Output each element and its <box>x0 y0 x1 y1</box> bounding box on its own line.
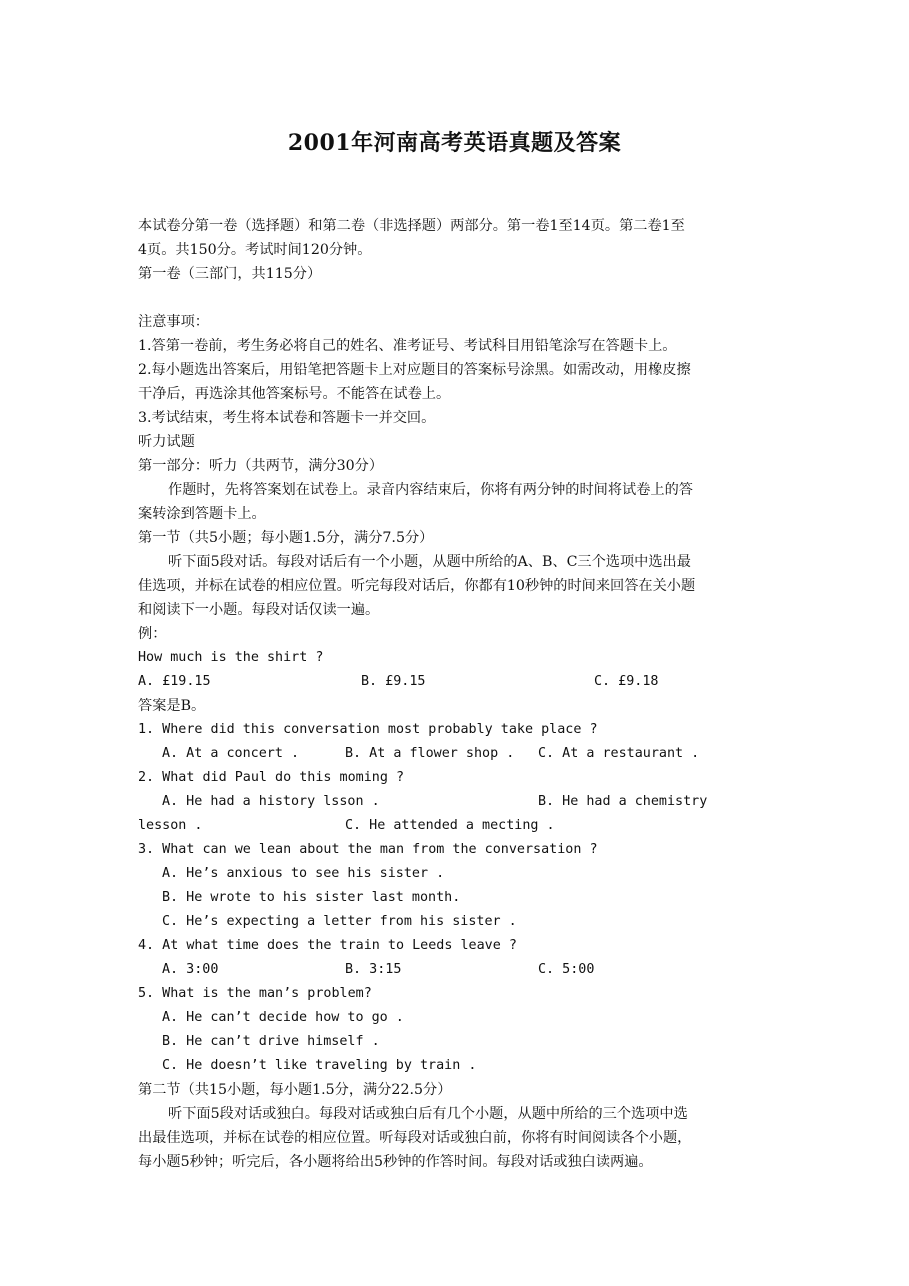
q2-option-c: C. He attended a mecting . <box>345 818 555 833</box>
section2-instr-b: 出最佳选项，并标在试卷的相应位置。听每段对话或独白前，你将有时间阅读各个小题， <box>138 1130 692 1146</box>
spacer <box>138 286 778 310</box>
document-title: 2001年河南高考英语真题及答案 <box>287 130 622 156</box>
q2-option-a: A. He had a history lsson . <box>162 794 380 809</box>
section2-instr-a: 听下面5段对话或独白。每段对话或独白后有几个小题，从题中所给的三个选项中选 <box>168 1106 688 1122</box>
q3-option-a: A. He’s anxious to see his sister . <box>162 866 445 881</box>
part1-instr-a: 作题时，先将答案划在试卷上。录音内容结束后，你将有两分钟的时间将试卷上的答 <box>168 482 693 498</box>
question-1-options <box>138 742 778 766</box>
question-5: 5. What is the man’s problem? <box>138 986 372 1001</box>
example-options <box>138 670 778 694</box>
listening-heading: 听力试题 <box>138 434 195 450</box>
example-label: 例： <box>138 626 167 642</box>
q4-option-b: B. 3:15 <box>345 962 402 977</box>
notice-item-1: 1.答第一卷前，考生务必将自己的姓名、准考证号、考试科目用铅笔涂写在答题卡上。 <box>138 338 677 354</box>
section1-heading: 第一节（共5小题；每小题1.5分，满分7.5分） <box>138 530 434 546</box>
intro-line-2: 4页。共150分。考试时间120分钟。 <box>138 242 372 258</box>
q1-option-b: B. At a flower shop . <box>345 746 515 761</box>
q1-option-a: A. At a concert . <box>162 746 300 761</box>
example-question: How much is the shirt ? <box>138 650 324 665</box>
q3-option-c: C. He’s expecting a letter from his sister . <box>162 914 517 929</box>
q5-option-a: A. He can’t decide how to go . <box>162 1010 404 1025</box>
notice-heading: 注意事项： <box>138 314 209 330</box>
q5-option-c: C. He doesn’t like traveling by train . <box>162 1058 477 1073</box>
q3-option-b: B. He wrote to his sister last month. <box>162 890 461 905</box>
part1-instr-b: 案转涂到答题卡上。 <box>138 506 266 522</box>
intro-line-1: 本试卷分第一卷（选择题）和第二卷（非选择题）两部分。第一卷1至14页。第二卷1至 <box>138 218 685 234</box>
q4-option-a: A. 3:00 <box>162 962 219 977</box>
question-2: 2. What did Paul do this moming ? <box>138 770 405 785</box>
q2-option-b: B. He had a chemistry <box>538 794 708 809</box>
question-2-options <box>138 790 778 814</box>
intro-line-3: 第一卷（三部门，共115分） <box>138 266 322 282</box>
section2-heading: 第二节（共15小题，每小题1.5分，满分22.5分） <box>138 1082 452 1098</box>
example-option-a: A. £19.15 <box>138 674 211 689</box>
example-option-c: C. £9.18 <box>594 674 659 689</box>
notice-item-2a: 2.每小题选出答案后，用铅笔把答题卡上对应题目的答案标号涂黑。如需改动，用橡皮擦 <box>138 362 691 378</box>
question-4-options <box>138 958 778 982</box>
section1-instr-a: 听下面5段对话。每段对话后有一个小题，从题中所给的A、B、C三个选项中选出最 <box>168 554 691 570</box>
notice-item-3: 3.考试结束，考生将本试卷和答题卡一并交回。 <box>138 410 436 426</box>
part1-heading: 第一部分：听力（共两节，满分30分） <box>138 458 384 474</box>
question-1: 1. Where did this conversation most probably take place ? <box>138 722 598 737</box>
q2-option-b-cont: lesson . <box>138 818 203 833</box>
document-body <box>138 214 778 1174</box>
question-3: 3. What can we lean about the man from the conversation ? <box>138 842 598 857</box>
q1-option-c: C. At a restaurant . <box>538 746 700 761</box>
example-answer: 答案是B。 <box>138 698 206 714</box>
question-2-options-cont <box>138 814 778 838</box>
section2-instr-c: 每小题5秒钟；听完后，各小题将给出5秒钟的作答时间。每段对话或独白读两遍。 <box>138 1154 653 1170</box>
question-4: 4. At what time does the train to Leeds leave ? <box>138 938 517 953</box>
notice-item-2b: 干净后，再选涂其他答案标号。不能答在试卷上。 <box>138 386 451 402</box>
section1-instr-c: 和阅读下一小题。每段对话仅读一遍。 <box>138 602 380 618</box>
q5-option-b: B. He can’t drive himself . <box>162 1034 380 1049</box>
q4-option-c: C. 5:00 <box>538 962 595 977</box>
example-option-b: B. £9.15 <box>361 674 426 689</box>
section1-instr-b: 佳选项，并标在试卷的相应位置。听完每段对话后，你都有10秒钟的时间来回答在关小题 <box>138 578 696 594</box>
